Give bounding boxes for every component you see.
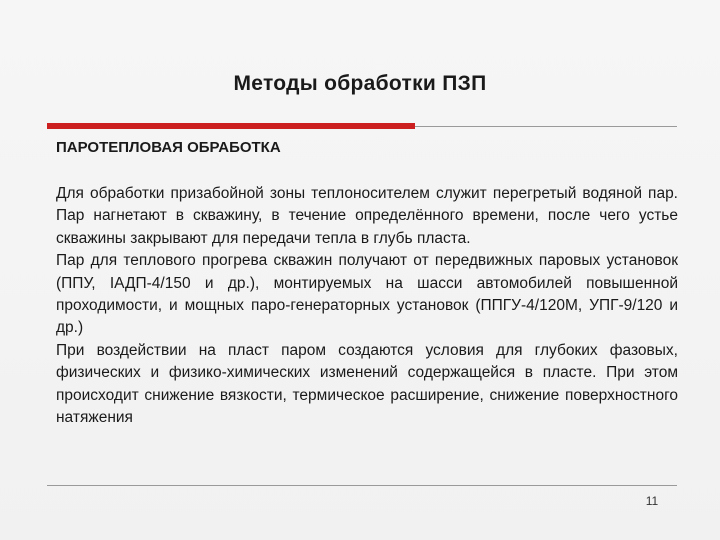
paragraph-3: При воздействии на пласт паром создаются условия для глубоких фазовых, физических и физико-химических изменений содержащейся в пласте. При этом происходит снижение вязкости, термическое расширение, снижение поверхностного натяжения xyxy=(56,341,678,427)
footer-rule xyxy=(47,485,677,486)
slide-title: Методы обработки ПЗП xyxy=(233,72,487,95)
paragraph-1: Для обработки призабойной зоны теплоносителем служит перегретый водяной пар. Пар нагнетают в скважину, в течение определённого времени, после чего устье скважины закрывают для передачи тепла в глубь пласта. xyxy=(56,185,678,247)
paragraph-2: Пар для теплового прогрева скважин получают от передвижных паровых установок (ППУ, IАДП-4/150 и др.), монтируемых на шасси автомобилей повышенной проходимости, и мощных паро-генераторных установок (ППГУ-4/120М, УПГ-9/120 и др.) xyxy=(56,252,678,337)
body-text xyxy=(56,183,678,429)
section-heading: ПАРОТЕПЛОВАЯ ОБРАБОТКА xyxy=(56,139,281,156)
page-number: 11 xyxy=(645,494,659,508)
title-accent-bar xyxy=(47,123,415,129)
